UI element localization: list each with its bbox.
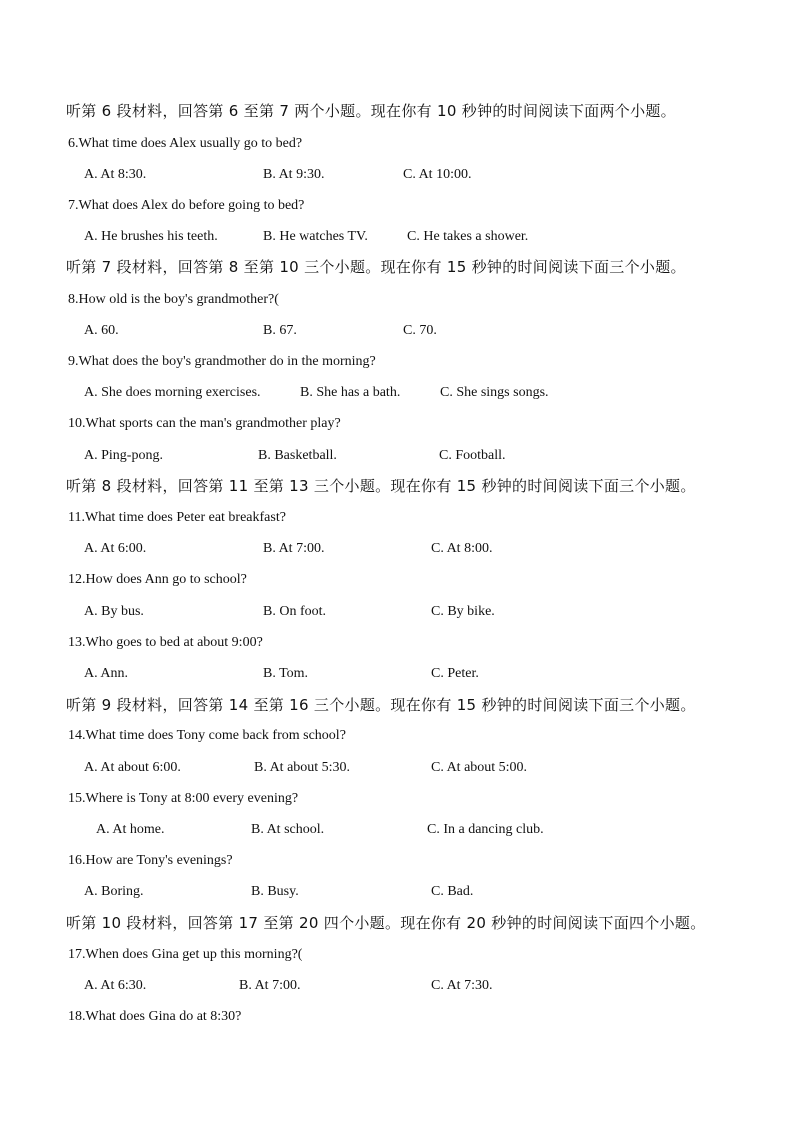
- question-10-option-a: A. Ping-pong.: [84, 448, 163, 463]
- question-10-option-b: B. Basketball.: [258, 448, 337, 463]
- question-17-option-b: B. At 7:00.: [239, 978, 301, 993]
- question-7: 7.What does Alex do before going to bed?: [68, 198, 305, 213]
- question-17-option-c: C. At 7:30.: [431, 978, 493, 993]
- question-17-option-a: A. At 6:30.: [84, 978, 147, 993]
- section-instruction: 听第 9 段材料，回答第 14 至第 16 三个小题。现在你有 15 秒钟的时间阅读下面三个小题。: [66, 696, 696, 714]
- question-7-option-b: B. He watches TV.: [263, 229, 368, 244]
- question-18: 18.What does Gina do at 8:30?: [68, 1009, 242, 1024]
- section-instruction: 听第 6 段材料，回答第 6 至第 7 两个小题。现在你有 10 秒钟的时间阅读下面两个小题。: [66, 102, 676, 120]
- question-15-option-c: C. In a dancing club.: [427, 822, 544, 837]
- question-7-option-c: C. He takes a shower.: [407, 229, 529, 244]
- section-instruction: 听第 10 段材料，回答第 17 至第 20 四个小题。现在你有 20 秒钟的时间阅读下面四个小题。: [66, 914, 706, 932]
- question-6: 6.What time does Alex usually go to bed?: [68, 136, 303, 151]
- question-15: 15.Where is Tony at 8:00 every evening?: [68, 791, 299, 806]
- section-instruction: 听第 8 段材料，回答第 11 至第 13 三个小题。现在你有 15 秒钟的时间阅读下面三个小题。: [66, 477, 696, 495]
- question-14-option-a: A. At about 6:00.: [84, 760, 181, 775]
- question-16-option-b: B. Busy.: [251, 884, 299, 899]
- question-14: 14.What time does Tony come back from school?: [68, 728, 346, 743]
- question-9-option-a: A. She does morning exercises.: [84, 385, 261, 400]
- question-13-option-b: B. Tom.: [263, 666, 309, 681]
- question-11-option-a: A. At 6:00.: [84, 541, 147, 556]
- question-6-option-c: C. At 10:00.: [403, 167, 472, 182]
- question-11-option-b: B. At 7:00.: [263, 541, 325, 556]
- question-16: 16.How are Tony's evenings?: [68, 853, 233, 868]
- question-8-option-a: A. 60.: [84, 323, 119, 338]
- question-8: 8.How old is the boy's grandmother?(: [68, 292, 279, 307]
- section-instruction: 听第 7 段材料，回答第 8 至第 10 三个小题。现在你有 15 秒钟的时间阅读下面三个小题。: [66, 258, 686, 276]
- question-10: 10.What sports can the man's grandmother play?: [68, 416, 341, 431]
- question-10-option-c: C. Football.: [439, 448, 506, 463]
- question-12: 12.How does Ann go to school?: [68, 572, 247, 587]
- question-8-option-c: C. 70.: [403, 323, 437, 338]
- question-11-option-c: C. At 8:00.: [431, 541, 493, 556]
- question-13: 13.Who goes to bed at about 9:00?: [68, 635, 263, 650]
- question-16-option-c: C. Bad.: [431, 884, 474, 899]
- question-9-option-b: B. She has a bath.: [300, 385, 401, 400]
- question-15-option-b: B. At school.: [251, 822, 325, 837]
- question-15-option-a: A. At home.: [96, 822, 165, 837]
- question-8-option-b: B. 67.: [263, 323, 297, 338]
- question-17: 17.When does Gina get up this morning?(: [68, 947, 303, 962]
- question-16-option-a: A. Boring.: [84, 884, 144, 899]
- question-9-option-c: C. She sings songs.: [440, 385, 549, 400]
- question-6-option-b: B. At 9:30.: [263, 167, 325, 182]
- question-13-option-c: C. Peter.: [431, 666, 479, 681]
- question-12-option-a: A. By bus.: [84, 604, 144, 619]
- question-12-option-b: B. On foot.: [263, 604, 326, 619]
- question-11: 11.What time does Peter eat breakfast?: [68, 510, 286, 525]
- question-6-option-a: A. At 8:30.: [84, 167, 147, 182]
- question-14-option-b: B. At about 5:30.: [254, 760, 351, 775]
- question-12-option-c: C. By bike.: [431, 604, 495, 619]
- question-14-option-c: C. At about 5:00.: [431, 760, 528, 775]
- question-9: 9.What does the boy's grandmother do in the morning?: [68, 354, 376, 369]
- question-7-option-a: A. He brushes his teeth.: [84, 229, 218, 244]
- question-13-option-a: A. Ann.: [84, 666, 128, 681]
